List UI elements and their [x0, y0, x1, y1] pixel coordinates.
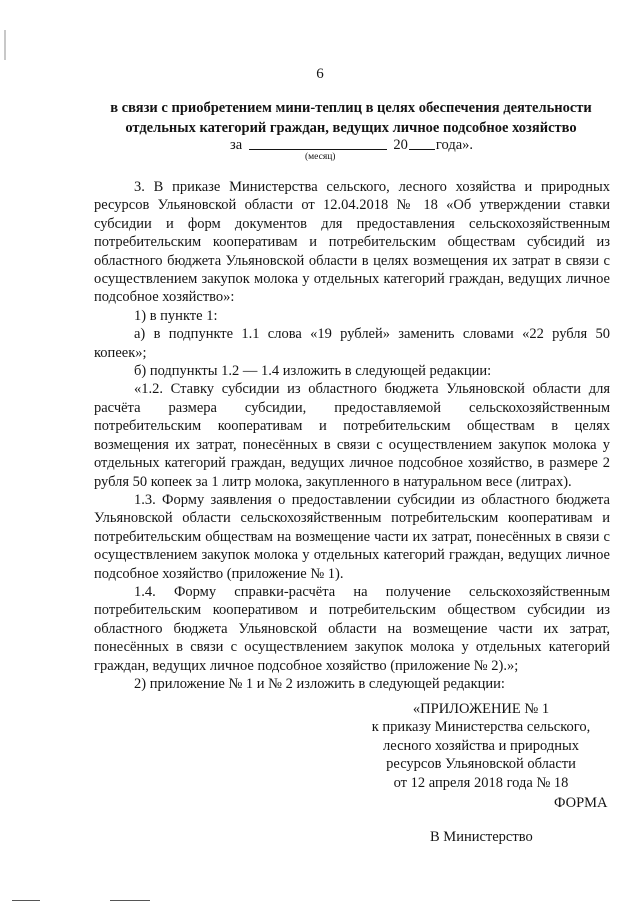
month-hint: (месяц) [305, 152, 336, 162]
annex-line-2: лесного хозяйства и природных [383, 737, 579, 754]
margin-mark [4, 30, 6, 60]
form-label: ФОРМА [554, 795, 608, 811]
heading-line-2: отдельных категорий граждан, ведущих личное подсобное хозяйство [125, 120, 577, 136]
annex-title: «ПРИЛОЖЕНИЕ № 1 [412, 701, 550, 717]
footer-mark [110, 900, 150, 901]
annex-line-1: к приказу Министерства сельского, [371, 719, 591, 736]
heading-line-1: в связи с приобретением мини-теплиц в целях обеспечения деятельности [110, 100, 592, 116]
addressee: В Министерство [430, 829, 533, 845]
year-blank [409, 135, 435, 150]
annex-line-3: ресурсов Ульяновской области [386, 756, 576, 773]
paragraph-1-4: 1.4. Форму справки-расчёта на получение сельскохозяйственным потребительским кооперативом и потребительским обществом субсидии из областного бюджета Ульяновской области на возмещение части их затрат, понесённых в связи с осуществлением закупок молока у отдельных категорий граждан, ведущих личное подсобное хозяйство (приложение № 2).»; [94, 583, 610, 674]
annex-line-4: от 12 апреля 2018 года № 18 [393, 774, 569, 791]
paragraph-3: 3. В приказе Министерства сельского, лесного хозяйства и природных ресурсов Ульяновской области от 12.04.2018 № 18 «Об утверждении ставки субсидии и форм документов для предоставления сельскохозяйственным потребительским кооперативам и потребительским обществам субсидий из областного бюджета Ульяновской области в целях возмещения их затрат в связи с осуществлением закупок молока у отдельных категорий граждан, ведущих личное подсобное хозяйство»: [94, 179, 610, 306]
period-suffix: года». [435, 137, 474, 153]
heading [86, 98, 616, 138]
body-text [94, 178, 610, 693]
period-prefix: за [230, 137, 243, 153]
paragraph-item-2: 2) приложение № 1 и № 2 изложить в следующей редакции: [134, 675, 505, 692]
paragraph-subitem-b: б) подпункты 1.2 — 1.4 изложить в следующей редакции: [134, 363, 492, 380]
page-number: 6 [316, 66, 324, 82]
annex-block [356, 700, 606, 792]
period-line [230, 135, 473, 154]
paragraph-1-3: 1.3. Форму заявления о предоставлении субсидии из областного бюджета Ульяновской области сельскохозяйственным потребительским кооперативам и потребительским обществам на возмещение части их затрат, понесённых в связи с осуществлением закупок молока у отдельных категорий граждан, ведущих личное подсобное хозяйство (приложение № 1). [94, 491, 610, 582]
footer-mark [12, 900, 40, 901]
paragraph-1-2: «1.2. Ставку субсидии из областного бюджета Ульяновской области для расчёта размера субсидии, предоставляемой сельскохозяйственным потребительским кооперативам и потребительским обществам в целях возмещения их затрат, понесённых в связи с осуществлением закупок молока у отдельных категорий граждан, ведущих личное подсобное хозяйство, в размере 2 рубля 50 копеек за 1 литр молока, закупленного в натуральном весе (литрах). [94, 381, 610, 490]
month-blank [249, 135, 387, 150]
year-prefix: 20 [393, 137, 408, 153]
paragraph-subitem-a: а) в подпункте 1.1 слова «19 рублей» заменить словами «22 рубля 50 копеек»; [94, 326, 610, 361]
paragraph-item-1: 1) в пункте 1: [134, 307, 218, 324]
